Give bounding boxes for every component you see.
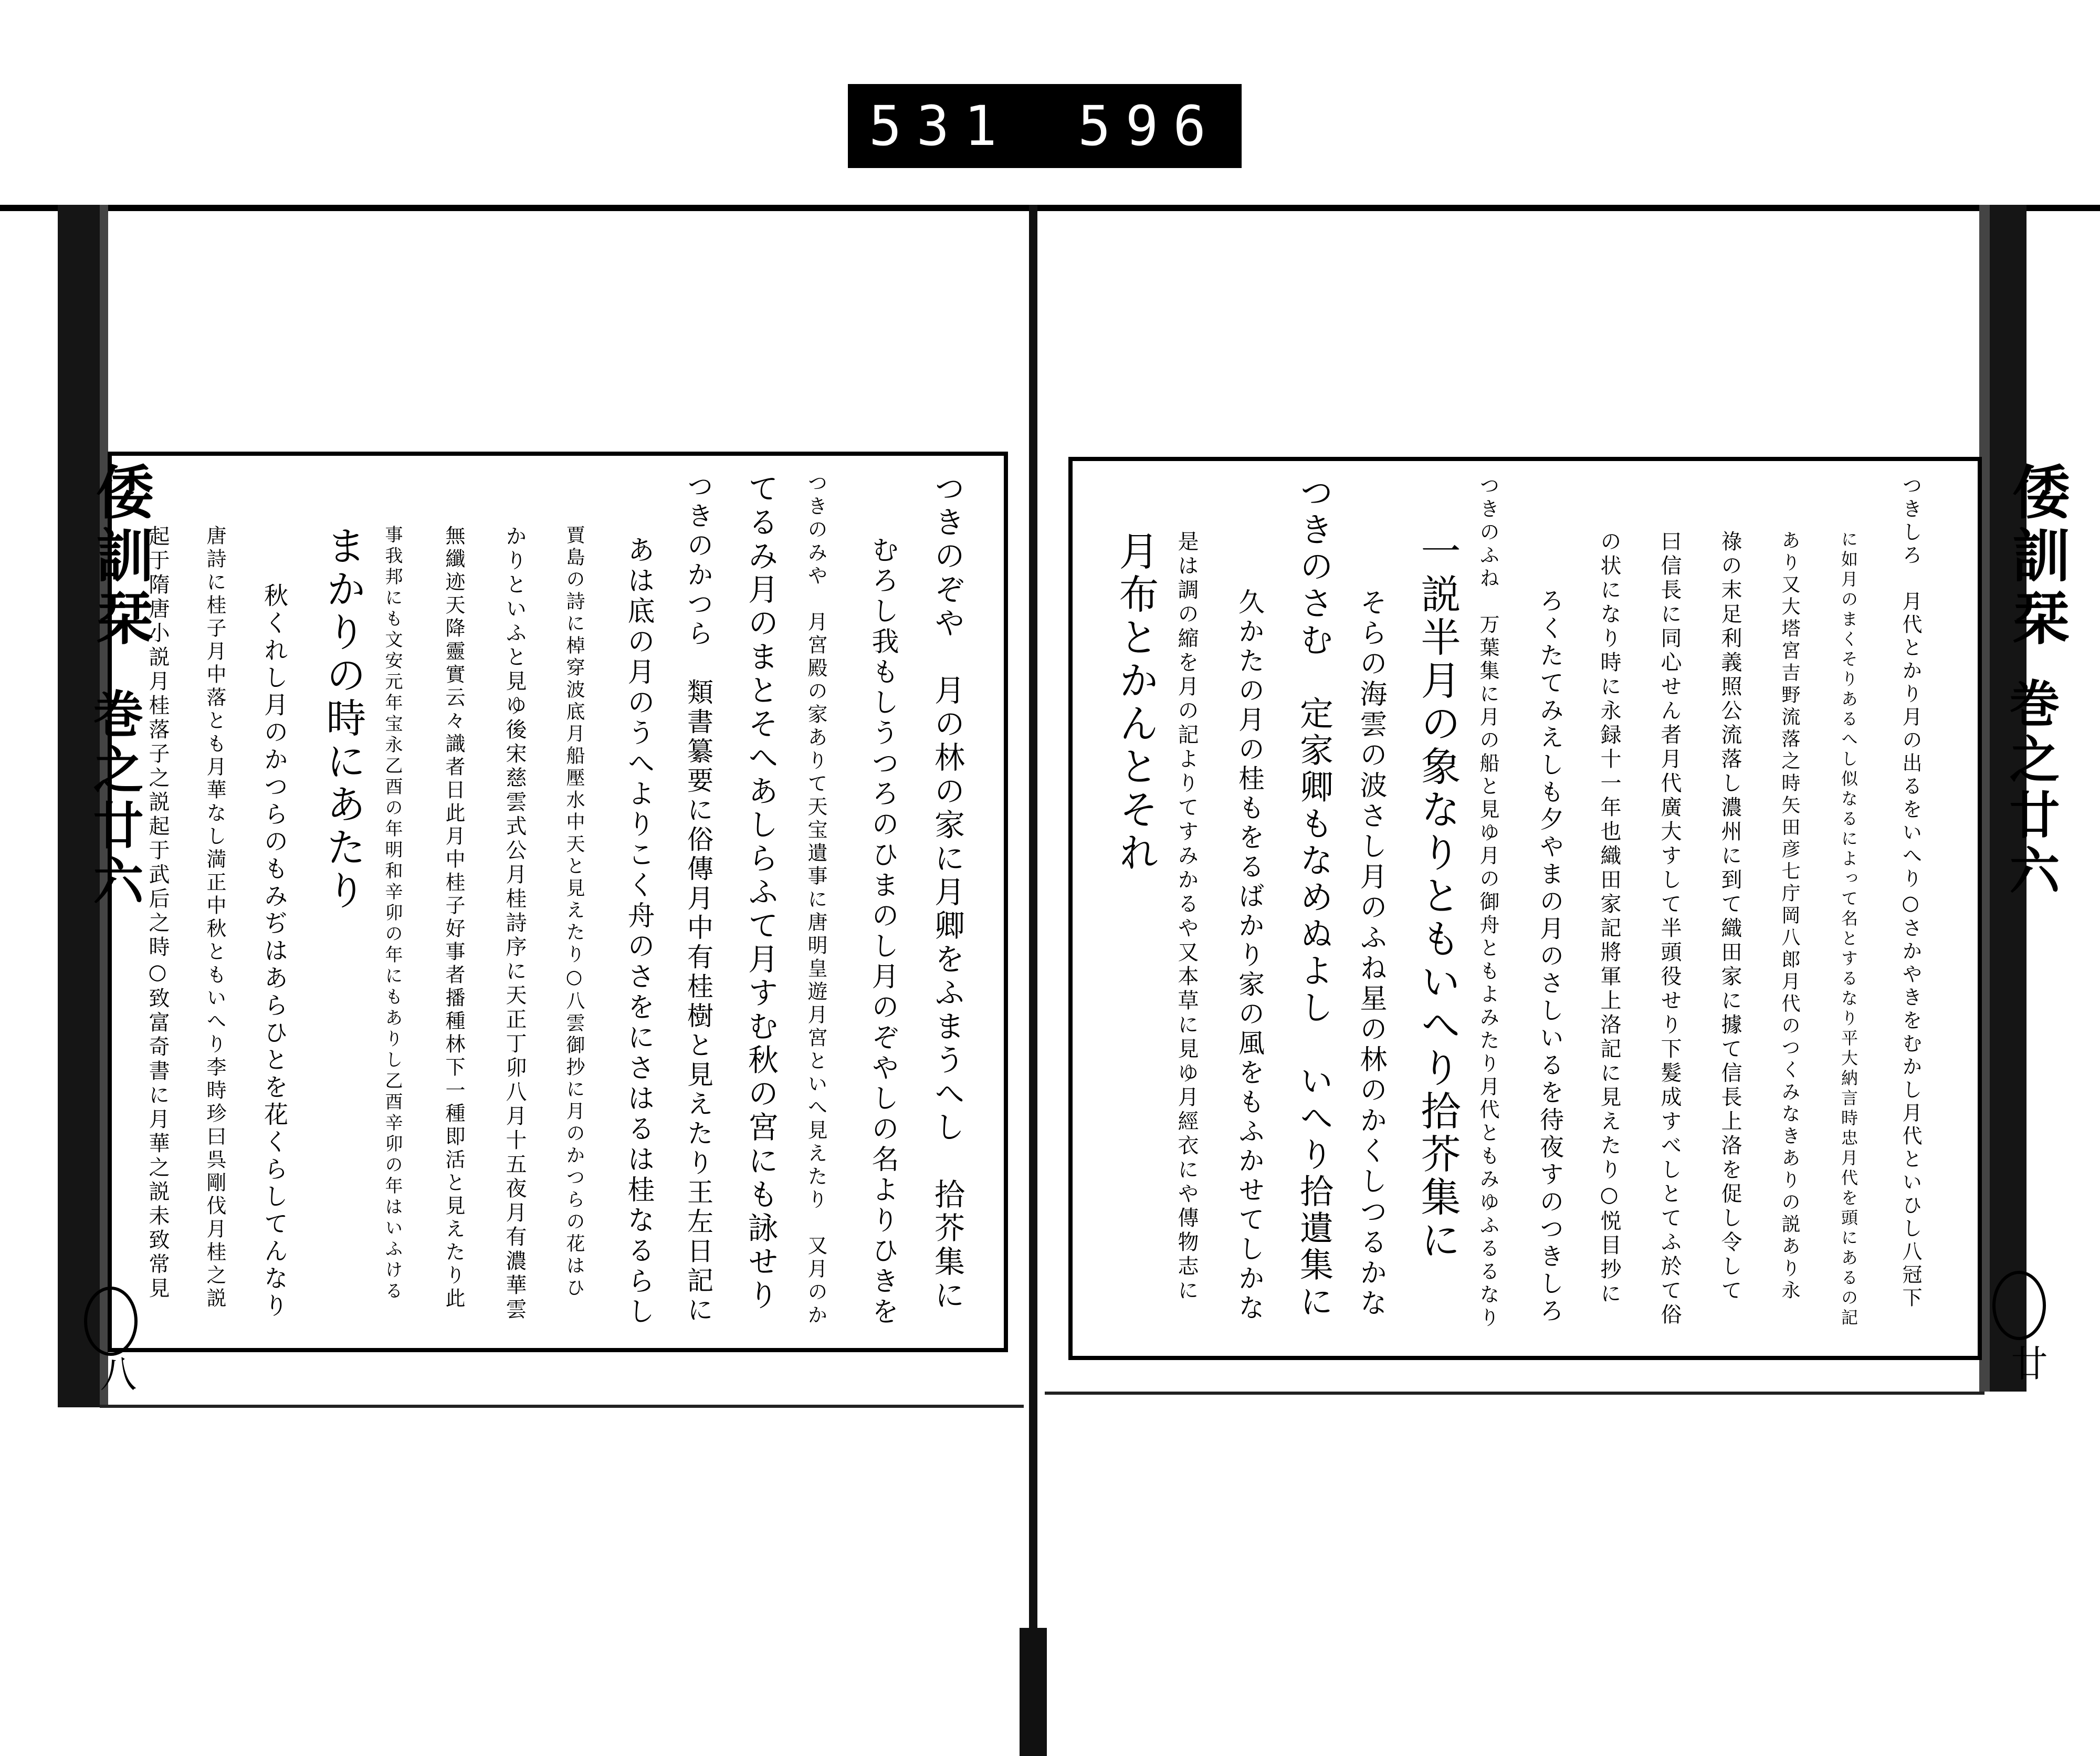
right-margin-volume: 巻之廿六 [2001, 677, 2061, 900]
right-column-6: の状になり時に永録十一年也織田家記將軍上洛記に見えたり○悦目抄に [1597, 530, 1621, 1306]
left-column-11: まかりの時にあたり [320, 525, 366, 913]
left-column-12: 秋くれし月のかつらのもみぢはあらひとを花くらしてんなり [260, 583, 289, 1320]
left-column-1: つきのぞや 月の林の家に月卿をふまうへし 拾芥集に [929, 473, 965, 1313]
left-column-13: 唐詩に桂子月中落とも月華なし満正中秋ともいへり李時珍曰呉剛伐月桂之説 [203, 525, 226, 1311]
left-column-6: あは底の月のうへよりこく舟のさをにさはるは桂なるらし [623, 536, 654, 1328]
right-column-14: 月布とかんとそれ [1112, 530, 1159, 875]
catalog-number-left: 531 [869, 94, 1012, 158]
right-column-7: ろくたてみえしも夕やまの月のさしいるを待夜すのつきしろ [1536, 588, 1564, 1325]
right-column-8: つきのふね 万葉集に月の船と見ゆ月の御舟ともよみたり月代ともみゆふるるなり [1476, 475, 1499, 1330]
catalog-number-right: 596 [1078, 94, 1221, 158]
right-column-13: 是は調の縮を月の記よりてすみかるや又本草に見ゆ月經衣にや傳物志に [1174, 530, 1199, 1303]
left-margin-title: 倭訓栞 [87, 462, 154, 651]
left-column-10: 事我邦にも文安元年宝永乙酉の年明和辛卯の年にもありし乙酉辛卯の年はいふける [382, 525, 403, 1302]
left-column-9: 無纖迹天降靈實云々識者日此月中桂子好事者播種林下一種即活と見えたり此 [442, 525, 465, 1311]
left-column-7: 賈島の詩に棹穿波底月船壓水中天と見えたり○八雲御抄に月のかつらの花はひ [563, 525, 585, 1300]
left-margin-volume: 巻之廿六 [85, 688, 144, 911]
right-column-1: つきしろ 月代とかり月の出るをいへり○さかやきをむかし月代といひし八冠下 [1899, 475, 1922, 1310]
right-column-11: つきのさむ 定家卿もなめぬよし いへり拾遺集に [1294, 475, 1333, 1321]
left-column-8: かりといふと見ゆ後宋慈雲式公月桂詩序に天正丁卯八月十五夜月有濃華雲 [502, 525, 527, 1322]
right-column-4: 祿の末足利義照公流落し濃州に到て織田家に據て信長上洛を促し令して [1718, 530, 1742, 1303]
right-fold-ring [1992, 1271, 2046, 1340]
right-page-bottom [1045, 1392, 1984, 1395]
left-column-4: てるみ月のまとそへあしらふて月すむ秋の宮にも詠せり [743, 473, 779, 1313]
right-leaf-number: 廿 [2005, 1344, 2048, 1381]
top-binding-line [0, 205, 2100, 211]
right-column-10: そらの海雲の波さし月のふね星の林のかくしつるかな [1355, 588, 1387, 1319]
right-column-9: 一説半月の象なりともいへり拾芥集に [1414, 530, 1461, 1262]
catalog-number-label [848, 84, 1242, 168]
right-margin-title: 倭訓栞 [2003, 462, 2071, 651]
left-leaf-number: 八 [94, 1355, 137, 1392]
left-page-bottom [100, 1405, 1024, 1408]
left-column-5: つきのかつら 類書纂要に俗傳月中有桂樹と見えたり王左日記に [683, 473, 713, 1325]
left-column-14: 起于隋唐小説月桂落子之説起于武后之時○致富奇書に月華之説未致常見 [145, 525, 170, 1301]
book-spine [1029, 205, 1037, 1756]
left-column-2: むろし我もしうつろのひまのし月のぞやしの名よりひきを [867, 536, 898, 1328]
left-column-3: つきのみや 月宮殿の家ありて天宝遺事に唐明皇遊月宮といへ見えたり 又月のか [804, 473, 827, 1328]
right-column-5: 曰信長に同心せん者月代廣大すして半頭役せり下髮成すべしとてふ於て俗 [1657, 530, 1682, 1328]
right-column-3: あり又大塔宮吉野流落之時矢田彦七庁岡八郎月代のつくみなきありの説あり永 [1779, 530, 1800, 1302]
right-column-2: に如月のまくそりあるへし似なるによって名とするなり平大納言時忠月代を頭にあるの記 [1839, 530, 1858, 1329]
bookmark-tassel [1020, 1628, 1047, 1756]
right-column-12: 久かたの月の桂もをるばかり家の風をもふかせてしかな [1234, 588, 1265, 1323]
